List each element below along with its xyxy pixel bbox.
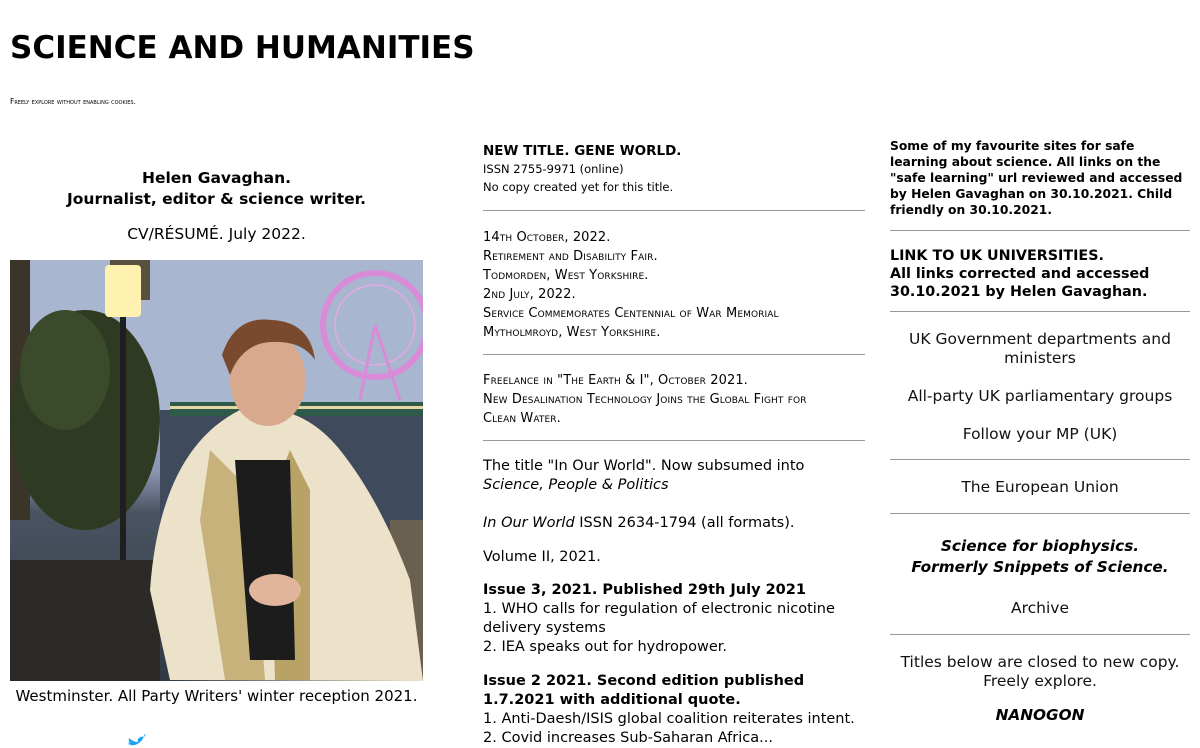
freelance-line: Freelance in "The Earth & I", October 2021. [483, 373, 748, 388]
issue2-item[interactable]: 2. Covid increases Sub-Saharan Africa... [483, 730, 773, 746]
closed-titles-note: Titles below are closed to new copy. Freely explore. [900, 653, 1180, 690]
event-line[interactable]: Retirement and Disability Fair. [483, 249, 658, 264]
author-photo [10, 260, 423, 681]
divider [483, 210, 865, 211]
events-list [483, 228, 865, 342]
event-line: Todmorden, West Yorkshire. [483, 268, 649, 283]
event-line[interactable]: Service Commemorates Centennial of War Memorial [483, 306, 779, 321]
event-line: Mytholmroyd, West Yorkshire. [483, 325, 661, 340]
issue2-title[interactable]: Issue 2 2021. Second edition published 1.7.2021 with additional quote. [483, 673, 805, 708]
twitter-icon[interactable] [125, 734, 147, 748]
freelance-line[interactable]: Clean Water. [483, 411, 561, 426]
event-line: 14th October, 2022. [483, 230, 611, 245]
divider [483, 354, 865, 355]
gene-world-issn: ISSN 2755-9971 (online) [483, 162, 624, 176]
right-column [890, 138, 1190, 726]
in-our-world-issn-text: ISSN 2634-1794 (all formats). [574, 515, 795, 531]
uk-universities-note: All links corrected and accessed 30.10.2021 by Helen Gavaghan. [890, 266, 1150, 300]
gene-world-note: No copy created yet for this title. [483, 180, 674, 194]
uk-government-link[interactable]: UK Government departments and ministers [909, 330, 1171, 367]
parliamentary-groups-link[interactable]: All-party UK parliamentary groups [907, 387, 1173, 405]
science-people-politics-link[interactable]: Science, People & Politics [483, 477, 669, 493]
favourite-sites-text[interactable]: Some of my favourite sites for safe learning about science. All links on the "safe learning" url reviewed and accessed by Helen Gavaghan on 30.10.2021. Child friendly on 30.10.2021. [890, 139, 1183, 217]
divider [483, 440, 865, 441]
author-role: Journalist, editor & science writer. [67, 190, 366, 208]
snippets-of-science-note: Formerly Snippets of Science. [911, 558, 1169, 576]
divider [890, 230, 1190, 231]
freelance-line[interactable]: New Desalination Technology Joins the Global Fight for [483, 392, 807, 407]
freelance-block [483, 371, 865, 428]
science-biophysics-link[interactable]: Science for biophysics. [940, 537, 1140, 555]
issue3-title[interactable]: Issue 3, 2021. Published 29th July 2021 [483, 582, 806, 598]
follow-mp-link[interactable]: Follow your MP (UK) [962, 425, 1118, 443]
volume-label: Volume II, 2021. [483, 549, 601, 565]
site-title: SCIENCE AND HUMANITIES [10, 30, 475, 66]
cv-resume-link[interactable]: CV/RÉSUMÉ. July 2022. [127, 225, 306, 243]
nanogon-link[interactable]: NANOGON [995, 706, 1085, 724]
divider [890, 513, 1190, 514]
divider [890, 634, 1190, 635]
left-column [10, 168, 423, 705]
archive-link[interactable]: Archive [1011, 599, 1069, 617]
uk-universities-link[interactable]: LINK TO UK UNIVERSITIES. [890, 248, 1104, 264]
in-our-world-title: In Our World [483, 515, 575, 531]
in-our-world-issn [483, 514, 865, 533]
divider [890, 311, 1190, 312]
in-our-world-note-text: The title "In Our World". Now subsumed into [483, 458, 805, 474]
site-tagline: Freely explore without enabling cookies. [10, 97, 136, 106]
issue3-item[interactable]: 1. WHO calls for regulation of electronic nicotine delivery systems [483, 601, 835, 636]
issue3-item[interactable]: 2. IEA speaks out for hydropower. [483, 639, 728, 655]
event-line: 2nd July, 2022. [483, 287, 576, 302]
european-union-link[interactable]: The European Union [961, 478, 1119, 496]
author-photo-illustration [10, 260, 423, 681]
issue2-item[interactable]: 1. Anti-Daesh/ISIS global coalition reiterates intent. [483, 711, 855, 727]
in-our-world-note [483, 457, 865, 495]
gene-world-title[interactable]: NEW TITLE. GENE WORLD. [483, 143, 682, 159]
author-name: Helen Gavaghan. [142, 169, 291, 187]
middle-column [483, 142, 865, 748]
photo-caption: Westminster. All Party Writers' winter reception 2021. [15, 687, 418, 705]
divider [890, 459, 1190, 460]
